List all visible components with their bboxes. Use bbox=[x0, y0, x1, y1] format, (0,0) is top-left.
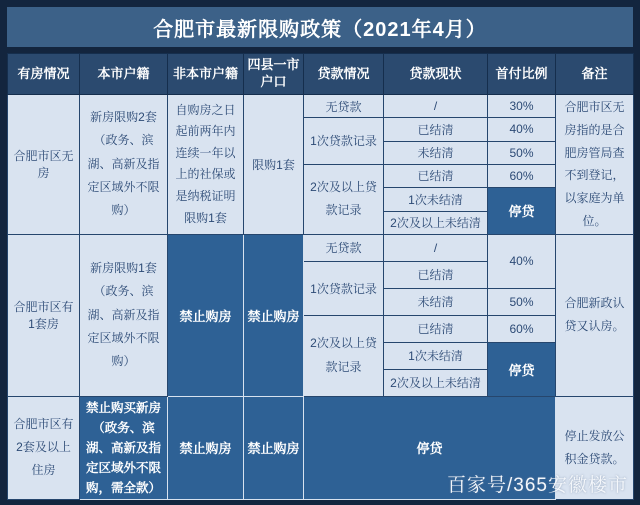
col-header-loan-situation: 贷款情况 bbox=[304, 54, 384, 95]
cell-r2-loan-status: 已结清 bbox=[384, 261, 488, 288]
cell-r1-down-payment: 50% bbox=[488, 141, 556, 164]
cell-r2-down-payment: 50% bbox=[488, 288, 556, 315]
cell-r2-nonlocal-policy: 禁止购房 bbox=[168, 234, 244, 396]
cell-r2-down-payment: 60% bbox=[488, 315, 556, 342]
cell-r1-loan-status: 未结清 bbox=[384, 141, 488, 164]
cell-r1-loan-status: 已结清 bbox=[384, 164, 488, 188]
cell-r2-loan-status: 已结清 bbox=[384, 315, 488, 342]
cell-r1-remark: 合肥市区无房指的是合肥房管局查不到登记，以家庭为单位。 bbox=[556, 95, 634, 235]
cell-r2-loan-group: 1次贷款记录 bbox=[304, 261, 384, 315]
cell-r2-remark: 合肥新政认贷又认房。 bbox=[556, 234, 634, 396]
cell-r1-loan-group: 无贷款 bbox=[304, 95, 384, 118]
cell-r1-down-payment: 40% bbox=[488, 118, 556, 142]
col-header-local-hukou: 本市户籍 bbox=[80, 54, 168, 95]
cell-r3-nonlocal-policy: 禁止购房 bbox=[168, 396, 244, 499]
cell-r2-local-policy: 新房限购1套（政务、滨湖、高新及指定区域外不限购） bbox=[80, 234, 168, 396]
cell-r1-loan-status: 1次未结清 bbox=[384, 188, 488, 212]
policy-table bbox=[7, 53, 634, 500]
policy-table-wrap bbox=[7, 53, 633, 500]
cell-r2-loan-group: 无贷款 bbox=[304, 234, 384, 261]
cell-r3-remark: 停止发放公积金贷款。 bbox=[556, 396, 634, 499]
cell-r1-loan-status: 2次及以上未结清 bbox=[384, 211, 488, 234]
cell-r2-loan-status: 2次及以上未结清 bbox=[384, 369, 488, 396]
cell-r2-loans-stopped: 停贷 bbox=[488, 342, 556, 396]
cell-r1-loans-stopped: 停贷 bbox=[488, 188, 556, 235]
cell-r1-down-payment: 30% bbox=[488, 95, 556, 118]
cell-r3-loans-stopped: 停贷 bbox=[304, 396, 556, 499]
cell-r1-loan-group: 1次贷款记录 bbox=[304, 118, 384, 165]
cell-r2-loan-status: / bbox=[384, 234, 488, 261]
cell-r3-local-policy: 禁止购买新房（政务、滨湖、高新及指定区域外不限购，需全款） bbox=[80, 396, 168, 499]
header-row bbox=[8, 54, 634, 95]
table-row bbox=[8, 234, 634, 261]
table-row bbox=[8, 95, 634, 118]
cell-r1-loan-group: 2次及以上贷款记录 bbox=[304, 164, 384, 234]
cell-r1-loan-status: 已结清 bbox=[384, 118, 488, 142]
cell-r3-housing: 合肥市区有2套及以上住房 bbox=[8, 396, 80, 499]
cell-r1-local-policy: 新房限购2套（政务、滨湖、高新及指定区域外不限购） bbox=[80, 95, 168, 235]
cell-r3-county-policy: 禁止购房 bbox=[244, 396, 304, 499]
cell-r2-loan-status: 1次未结清 bbox=[384, 342, 488, 369]
cell-r2-county-policy: 禁止购房 bbox=[244, 234, 304, 396]
cell-r1-housing: 合肥市区无房 bbox=[8, 95, 80, 235]
cell-r2-loan-status: 未结清 bbox=[384, 288, 488, 315]
cell-r2-housing: 合肥市区有1套房 bbox=[8, 234, 80, 396]
col-header-non-local-hukou: 非本市户籍 bbox=[168, 54, 244, 95]
cell-r1-down-payment: 60% bbox=[488, 164, 556, 188]
watermark: 百家号/365安徽楼市 bbox=[447, 475, 628, 496]
cell-r1-nonlocal-policy: 自购房之日起前两年内连续一年以上的社保或是纳税证明限购1套 bbox=[168, 95, 244, 235]
cell-r2-loan-group: 2次及以上贷款记录 bbox=[304, 315, 384, 396]
col-header-remarks: 备注 bbox=[556, 54, 634, 95]
col-header-loan-status: 贷款现状 bbox=[384, 54, 488, 95]
page-title: 合肥市最新限购政策（2021年4月） bbox=[7, 7, 633, 47]
col-header-down-payment: 首付比例 bbox=[488, 54, 556, 95]
cell-r1-county-policy: 限购1套 bbox=[244, 95, 304, 235]
cell-r2-down-payment: 40% bbox=[488, 234, 556, 288]
col-header-housing-status: 有房情况 bbox=[8, 54, 80, 95]
cell-r1-loan-status: / bbox=[384, 95, 488, 118]
col-header-four-counties-hukou: 四县一市户口 bbox=[244, 54, 304, 95]
